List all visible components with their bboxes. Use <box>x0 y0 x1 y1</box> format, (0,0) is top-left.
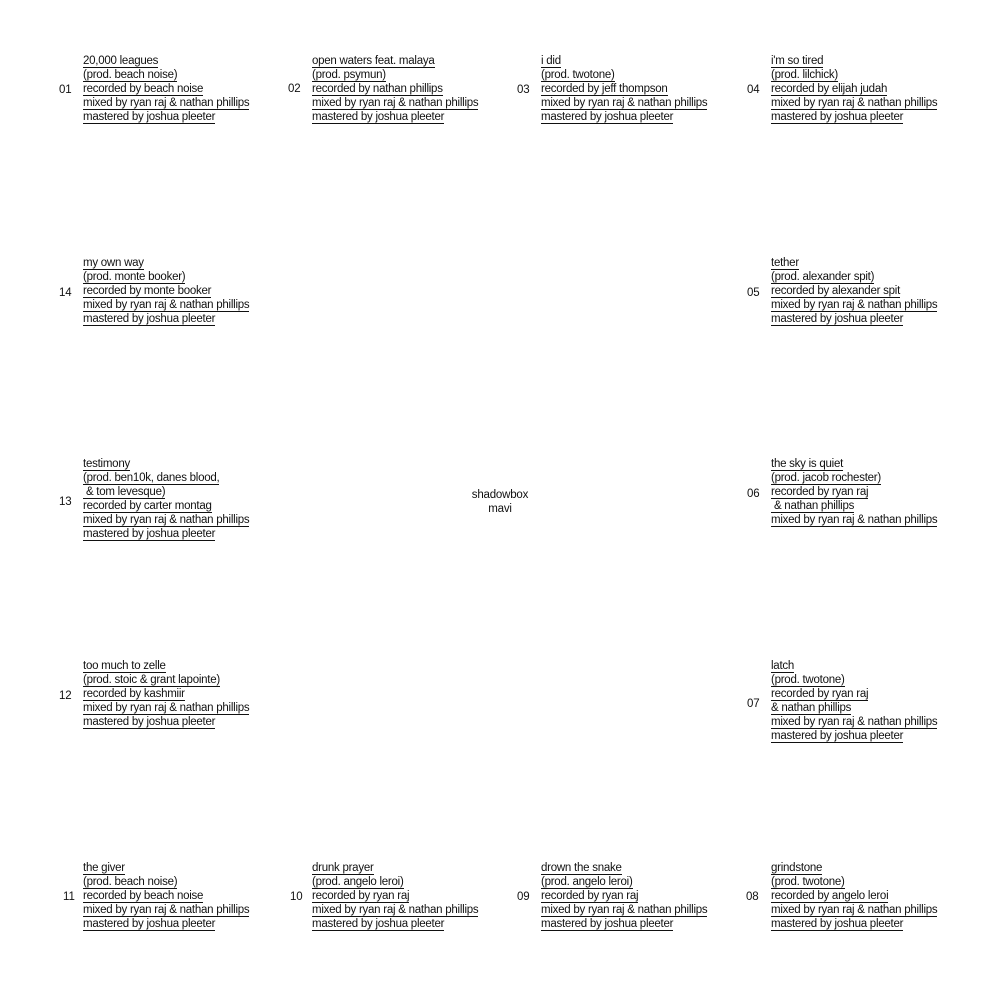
track-07 <box>747 659 967 749</box>
credit-line-text: mixed by ryan raj & nathan phillips <box>83 514 250 526</box>
credit-line <box>312 889 478 903</box>
credit-line-text: (prod. jacob rochester) <box>771 472 881 484</box>
credit-line <box>312 82 478 96</box>
track-credits <box>771 256 937 326</box>
album-artist: mavi <box>488 503 512 515</box>
track-title-text: grindstone <box>771 862 823 874</box>
track-title <box>771 256 937 270</box>
credit-line-text: (prod. angelo leroi) <box>312 876 404 888</box>
credit-line <box>83 471 249 485</box>
track-number: 13 <box>59 496 72 508</box>
credit-line <box>83 312 249 326</box>
track-title-text: i'm so tired <box>771 55 824 67</box>
track-04 <box>747 54 967 144</box>
credit-line-text: (prod. twotone) <box>541 69 615 81</box>
track-number: 08 <box>746 891 759 903</box>
credit-line-text: mixed by ryan raj & nathan phillips <box>771 299 938 311</box>
track-title-text: my own way <box>83 257 144 269</box>
credit-line <box>312 96 478 110</box>
track-13 <box>59 457 279 547</box>
track-number: 05 <box>747 287 760 299</box>
track-title <box>771 659 937 673</box>
track-title <box>312 54 478 68</box>
credit-line <box>83 701 249 715</box>
track-title-text: the sky is quiet <box>771 458 844 470</box>
track-number: 04 <box>747 84 760 96</box>
track-number: 07 <box>747 698 760 710</box>
track-credits <box>771 457 937 527</box>
credit-line <box>541 96 707 110</box>
track-title <box>83 256 249 270</box>
credit-line <box>541 917 707 931</box>
credit-line <box>83 82 249 96</box>
credit-line-text: mastered by joshua pleeter <box>312 111 445 123</box>
track-title-text: drunk prayer <box>312 862 374 874</box>
credit-line <box>541 68 707 82</box>
track-05 <box>747 256 967 346</box>
track-title <box>83 861 249 875</box>
credit-line-text: recorded by jeff thompson <box>541 83 668 95</box>
credit-line-text: & nathan phillips <box>771 702 852 714</box>
credit-line <box>771 673 937 687</box>
credit-line-text: mixed by ryan raj & nathan phillips <box>83 702 250 714</box>
credit-line-text: mixed by ryan raj & nathan phillips <box>541 97 708 109</box>
credit-line <box>771 312 937 326</box>
credit-line-text: recorded by angelo leroi <box>771 890 889 902</box>
credit-line <box>83 68 249 82</box>
credit-line-text: recorded by nathan phillips <box>312 83 443 95</box>
credit-line <box>83 284 249 298</box>
credit-line-text: & tom levesque) <box>83 486 166 498</box>
credit-line-text: mastered by joshua pleeter <box>83 918 216 930</box>
credit-line-text: (prod. beach noise) <box>83 876 178 888</box>
credit-line-text: mixed by ryan raj & nathan phillips <box>312 904 479 916</box>
credit-line <box>541 903 707 917</box>
credit-line <box>771 687 937 701</box>
track-credits <box>541 54 707 124</box>
track-credits <box>83 256 249 326</box>
credit-line-text: (prod. beach noise) <box>83 69 178 81</box>
track-number: 03 <box>517 84 530 96</box>
credit-line <box>83 715 249 729</box>
credit-line <box>83 298 249 312</box>
credit-line-text: (prod. ben10k, danes blood, <box>83 472 220 484</box>
credit-line-text: mixed by ryan raj & nathan phillips <box>771 97 938 109</box>
credit-line <box>541 889 707 903</box>
track-number: 09 <box>517 891 530 903</box>
track-title-text: testimony <box>83 458 130 470</box>
track-number: 11 <box>63 891 75 903</box>
credit-line <box>312 917 478 931</box>
track-title-text: the giver <box>83 862 125 874</box>
credit-line-text: mastered by joshua pleeter <box>771 111 904 123</box>
credit-line-text: mixed by ryan raj & nathan phillips <box>83 97 250 109</box>
credit-line-text: (prod. monte booker) <box>83 271 186 283</box>
track-number: 06 <box>747 488 760 500</box>
credit-line-text: (prod. angelo leroi) <box>541 876 633 888</box>
track-10 <box>288 861 508 951</box>
track-number: 02 <box>288 83 301 95</box>
track-credits <box>312 861 478 931</box>
credit-line-text: mastered by joshua pleeter <box>83 528 216 540</box>
album-title: shadowbox <box>471 489 529 501</box>
credit-line-text: recorded by ryan raj <box>771 688 869 700</box>
credit-line <box>83 917 249 931</box>
credit-line-text: mastered by joshua pleeter <box>771 313 904 325</box>
credit-line-text: mastered by joshua pleeter <box>771 730 904 742</box>
credit-line <box>771 917 937 931</box>
credit-line <box>541 110 707 124</box>
track-09 <box>517 861 737 951</box>
credit-line <box>83 110 249 124</box>
credit-line <box>771 284 937 298</box>
credit-line-text: mixed by ryan raj & nathan phillips <box>541 904 708 916</box>
credit-line <box>771 471 937 485</box>
credit-line <box>771 68 937 82</box>
track-credits <box>83 659 249 729</box>
track-credits <box>83 457 249 541</box>
credit-line-text: mastered by joshua pleeter <box>83 313 216 325</box>
credit-line <box>771 889 937 903</box>
credit-line <box>771 485 937 499</box>
track-11 <box>59 861 279 951</box>
credit-line <box>83 485 249 499</box>
credit-line-text: (prod. psymun) <box>312 69 386 81</box>
credit-line-text: mastered by joshua pleeter <box>541 111 674 123</box>
track-credits <box>312 54 478 124</box>
credit-line-text: recorded by alexander spit <box>771 285 901 297</box>
credit-line <box>771 270 937 284</box>
track-06 <box>747 457 967 547</box>
credit-line-text: (prod. alexander spit) <box>771 271 875 283</box>
credit-line <box>312 875 478 889</box>
credit-line-text: recorded by ryan raj <box>541 890 639 902</box>
credit-line <box>771 903 937 917</box>
track-title <box>771 54 937 68</box>
track-number: 01 <box>59 84 72 96</box>
track-credits <box>771 659 937 743</box>
track-14 <box>59 256 279 346</box>
credit-line <box>771 499 937 513</box>
credit-line <box>83 96 249 110</box>
credit-line <box>771 96 937 110</box>
credit-line <box>771 513 937 527</box>
credit-line <box>83 499 249 513</box>
credit-line-text: mixed by ryan raj & nathan phillips <box>312 97 479 109</box>
credit-line-text: recorded by ryan raj <box>312 890 410 902</box>
credit-line-text: recorded by elijah judah <box>771 83 888 95</box>
credit-line <box>312 903 478 917</box>
credit-line <box>771 715 937 729</box>
credit-line <box>83 527 249 541</box>
track-02 <box>288 54 508 144</box>
track-title-text: tether <box>771 257 799 269</box>
credit-line <box>771 729 937 743</box>
credit-line-text: mixed by ryan raj & nathan phillips <box>771 716 938 728</box>
credit-line-text: recorded by beach noise <box>83 890 204 902</box>
track-03 <box>517 54 737 144</box>
credit-line-text: recorded by carter montag <box>83 500 212 512</box>
credit-line <box>83 903 249 917</box>
track-title-text: drown the snake <box>541 862 622 874</box>
credit-line-text: recorded by monte booker <box>83 285 212 297</box>
credit-line-text: mastered by joshua pleeter <box>312 918 445 930</box>
credit-line-text: mastered by joshua pleeter <box>83 111 216 123</box>
track-12 <box>59 659 279 749</box>
credit-line-text: recorded by beach noise <box>83 83 204 95</box>
track-title <box>771 457 937 471</box>
track-title-text: i did <box>541 55 561 67</box>
track-title <box>83 457 249 471</box>
credit-line-text: recorded by ryan raj <box>771 486 869 498</box>
track-credits <box>83 861 249 931</box>
track-credits <box>83 54 249 124</box>
credit-line <box>771 701 937 715</box>
credit-line-text: & nathan phillips <box>771 500 855 512</box>
credit-line-text: (prod. lilchick) <box>771 69 838 81</box>
credit-line <box>312 110 478 124</box>
credit-line <box>771 82 937 96</box>
track-title <box>83 659 249 673</box>
credit-line <box>83 270 249 284</box>
track-title <box>771 861 937 875</box>
track-number: 10 <box>290 891 303 903</box>
credit-line <box>83 875 249 889</box>
track-title-text: too much to zelle <box>83 660 166 672</box>
track-credits <box>771 861 937 931</box>
credit-line-text: mixed by ryan raj & nathan phillips <box>83 299 250 311</box>
credit-line-text: mastered by joshua pleeter <box>541 918 674 930</box>
credit-line <box>83 687 249 701</box>
credit-line <box>541 82 707 96</box>
credit-line <box>771 110 937 124</box>
credit-line <box>541 875 707 889</box>
credit-line <box>83 889 249 903</box>
track-title <box>83 54 249 68</box>
track-title <box>312 861 478 875</box>
track-credits <box>771 54 937 124</box>
credit-line <box>83 513 249 527</box>
track-title <box>541 861 707 875</box>
credit-line-text: mixed by ryan raj & nathan phillips <box>771 904 938 916</box>
credit-line <box>771 298 937 312</box>
credit-line-text: (prod. twotone) <box>771 876 845 888</box>
track-title <box>541 54 707 68</box>
track-08 <box>747 861 967 951</box>
credit-line <box>771 875 937 889</box>
credit-line <box>312 68 478 82</box>
credit-line <box>83 673 249 687</box>
credit-line-text: recorded by kashmiir <box>83 688 185 700</box>
track-title-text: 20,000 leagues <box>83 55 159 67</box>
track-01 <box>59 54 279 144</box>
track-number: 12 <box>59 690 72 702</box>
credit-line-text: mastered by joshua pleeter <box>771 918 904 930</box>
credit-line-text: mastered by joshua pleeter <box>83 716 216 728</box>
credit-line-text: mixed by ryan raj & nathan phillips <box>771 514 938 526</box>
credit-line-text: (prod. stoic & grant lapointe) <box>83 674 220 686</box>
track-credits <box>541 861 707 931</box>
album-center-label <box>440 488 560 516</box>
track-title-text: latch <box>771 660 795 672</box>
credit-line-text: (prod. twotone) <box>771 674 845 686</box>
track-number: 14 <box>59 287 72 299</box>
track-title-text: open waters feat. malaya <box>312 55 435 67</box>
credit-line-text: mixed by ryan raj & nathan phillips <box>83 904 250 916</box>
